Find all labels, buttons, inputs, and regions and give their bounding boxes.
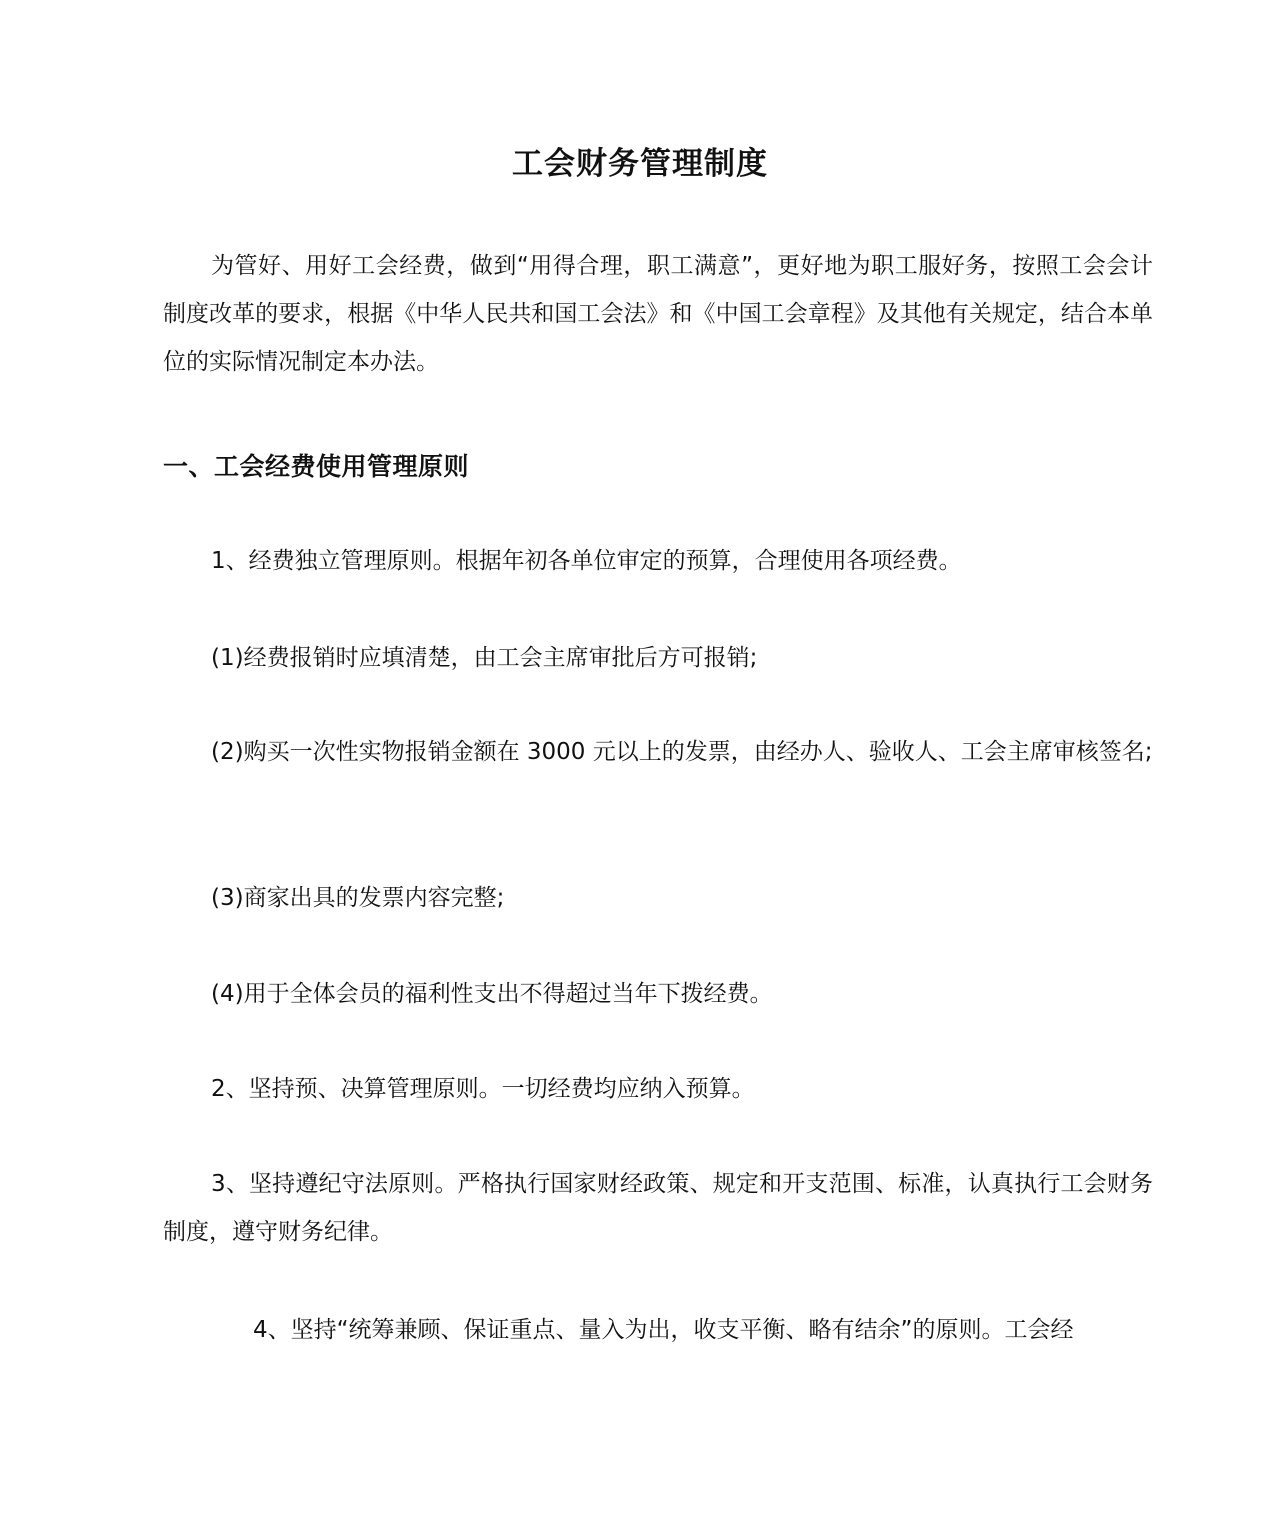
list-item: 3、坚持遵纪守法原则。严格执行国家财经政策、规定和开支范围、标准，认真执行工会财务制度，遵守财务纪律。 [163, 1171, 1153, 1245]
list-item: (4)用于全体会员的福利性支出不得超过当年下拨经费。 [211, 981, 773, 1007]
intro-paragraph: 为管好、用好工会经费，做到“用得合理，职工满意”，更好地为职工服好务，按照工会会计制度改革的要求，根据《中华人民共和国工会法》和《中国工会章程》及其他有关规定，结合本单位的实际情况制定本办法。 [163, 253, 1153, 375]
list-item: (3)商家出具的发票内容完整; [211, 885, 505, 911]
section-heading: 一、工会经费使用管理原则 [163, 452, 470, 481]
list-item: (1)经费报销时应填清楚，由工会主席审批后方可报销; [211, 645, 758, 671]
list-item: 2、坚持预、决算管理原则。一切经费均应纳入预算。 [211, 1076, 755, 1102]
document-title: 工会财务管理制度 [512, 146, 768, 182]
list-item: 1、经费独立管理原则。根据年初各单位审定的预算，合理使用各项经费。 [211, 548, 962, 574]
list-item: 4、坚持“统筹兼顾、保证重点、量入为出，收支平衡、略有结余”的原则。工会经 [253, 1317, 1074, 1343]
list-item: (2)购买一次性实物报销金额在 3000 元以上的发票，由经办人、验收人、工会主席审核签名; [211, 739, 1153, 765]
